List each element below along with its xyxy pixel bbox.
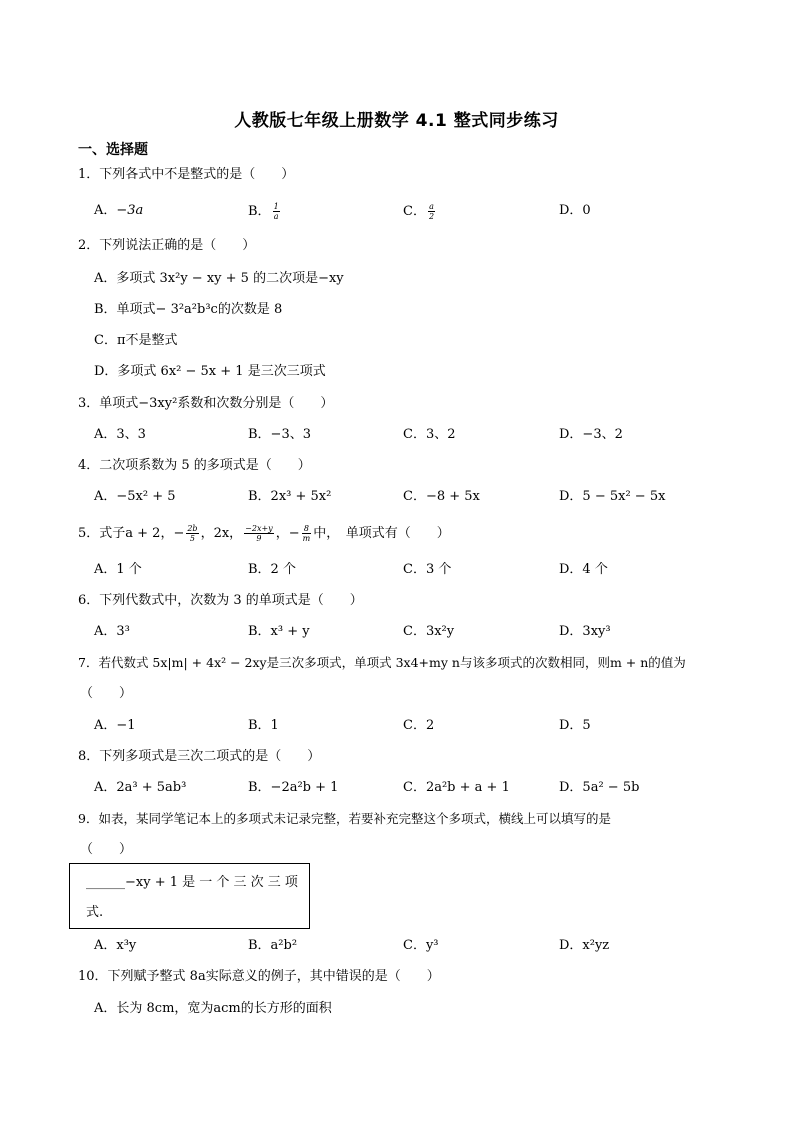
- option-c: C．y³: [403, 938, 439, 953]
- option-a: A．−1: [94, 718, 136, 733]
- question-10: 10．下列赋予整式 8a实际意义的例子，其中错误的是（ ）: [78, 969, 440, 984]
- question-5: 5．式子a + 2，− $\frac{2b}{5}$ ，2x， $\frac{-2x+y}{9}$ ，− $\frac{8}{m}$ 中， 单项式有（ ）: [78, 524, 450, 543]
- question-6: 6．下列代数式中，次数为 3 的单项式是（ ）: [78, 593, 363, 608]
- note-box-line-2: 式.: [86, 905, 104, 920]
- question-2-option-d: D．多项式 6x² − 5x + 1 是三次三项式: [94, 364, 326, 379]
- question-1-options: [94, 202, 714, 220]
- question-9: 9．如表，某同学笔记本上的多项式未记录完整，若要补充完整这个多项式，横线上可以填写的是: [78, 811, 611, 826]
- option-a: A．x³y: [94, 938, 137, 953]
- note-box-line-1: ______−xy + 1 是 一 个 三 次 三 项: [86, 875, 298, 890]
- question-4-options: [94, 488, 714, 506]
- question-7: 7．若代数式 5x|m| + 4x² − 2xy是三次多项式，单项式 3x4+my n与该多项式的次数相同，则m + n的值为: [78, 655, 686, 670]
- option-c: C．2a²b + a + 1: [403, 780, 510, 795]
- question-8: 8．下列多项式是三次二项式的是（ ）: [78, 749, 321, 764]
- question-7-paren: （ ）: [80, 686, 133, 701]
- option-d: D．5: [559, 718, 591, 733]
- option-c: C．−8 + 5x: [403, 489, 480, 504]
- option-c: C． $\frac{a}{2}$: [403, 202, 435, 221]
- option-b: B．2 个: [248, 562, 296, 577]
- question-10-option-a: A．长为 8cm，宽为acm的长方形的面积: [94, 1001, 332, 1016]
- question-2-option-c: C．π不是整式: [94, 333, 178, 348]
- option-b: B．2x³ + 5x²: [248, 489, 332, 504]
- question-1: 1．下列各式中不是整式的是（ ）: [78, 167, 295, 182]
- option-d: D．0: [559, 203, 591, 218]
- option-d: D．5a² − 5b: [559, 780, 640, 795]
- option-b: B．1: [248, 718, 279, 733]
- option-d: D．x²yz: [559, 938, 610, 953]
- option-c: C．3x²y: [403, 624, 455, 639]
- question-8-options: [94, 779, 714, 797]
- option-d: D．4 个: [559, 562, 608, 577]
- option-d: D．3xy³: [559, 624, 611, 639]
- option-a: A．3、3: [94, 427, 146, 442]
- option-a: A．−3a: [94, 203, 144, 218]
- question-2-option-a: A．多项式 3x²y − xy + 5 的二次项是−xy: [94, 271, 344, 286]
- option-b: B． $\frac{1}{a}$: [248, 202, 279, 221]
- option-c: C．3 个: [403, 562, 452, 577]
- question-4: 4．二次项系数为 5 的多项式是（ ）: [78, 458, 311, 473]
- question-3: 3．单项式−3xy²系数和次数分别是（ ）: [78, 396, 334, 411]
- option-a: A．2a³ + 5ab³: [94, 780, 187, 795]
- option-d: D．−3、2: [559, 427, 623, 442]
- option-b: B．−2a²b + 1: [248, 780, 339, 795]
- question-7-options: [94, 717, 714, 735]
- question-9-paren: （ ）: [80, 842, 133, 857]
- note-box: [69, 863, 310, 929]
- option-c: C．2: [403, 718, 435, 733]
- question-5-options: [94, 561, 714, 579]
- option-c: C．3、2: [403, 427, 456, 442]
- option-a: A．1 个: [94, 562, 142, 577]
- option-d: D．5 − 5x² − 5x: [559, 489, 666, 504]
- question-3-options: [94, 426, 714, 444]
- option-b: B．a²b²: [248, 938, 298, 953]
- question-2-option-b: B．单项式− 3²a²b³c的次数是 8: [94, 302, 283, 317]
- question-9-options: [94, 937, 714, 955]
- question-2: 2．下列说法正确的是（ ）: [78, 238, 256, 253]
- option-a: A．−5x² + 5: [94, 489, 176, 504]
- option-b: B．−3、3: [248, 427, 311, 442]
- option-a: A．3³: [94, 624, 130, 639]
- question-6-options: [94, 623, 714, 641]
- page-title: 人教版七年级上册数学 4.1 整式同步练习: [234, 111, 559, 131]
- section-heading: 一、选择题: [78, 142, 148, 158]
- option-b: B．x³ + y: [248, 624, 310, 639]
